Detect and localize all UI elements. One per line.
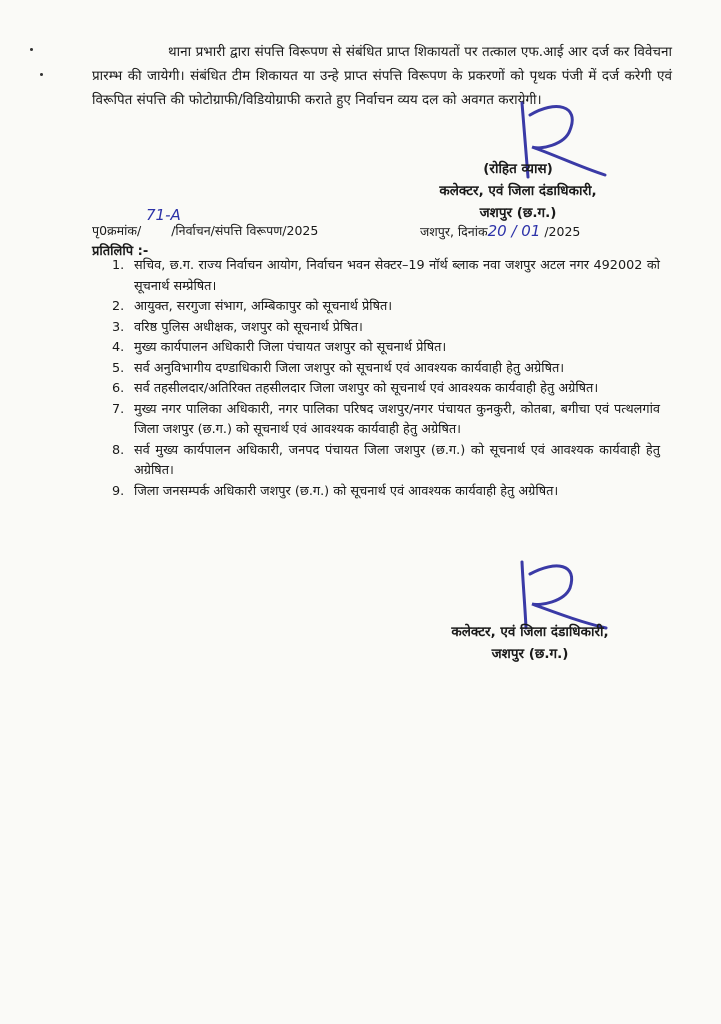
signatory-designation: कलेक्टर, एवं जिला दंडाधिकारी, [439, 183, 597, 199]
list-item-number: 6. [112, 381, 125, 396]
list-item [92, 359, 660, 380]
list-item-number: 4. [112, 340, 125, 355]
list-item [92, 338, 660, 359]
signatory-place: जशपुर (छ.ग.) [491, 646, 569, 662]
list-item-text: आयुक्त, सरगुजा संभाग, अम्बिकापुर को सूचनार्थ प्रेषित। [134, 299, 393, 314]
signature-block [398, 158, 638, 224]
list-item-text: सर्व अनुविभागीय दण्डाधिकारी जिला जशपुर को सूचनार्थ एवं आवश्यक कार्यवाही हेतु अग्रेषित। [134, 360, 565, 376]
handwritten-reference-no: 71-A [146, 206, 181, 224]
list-item [92, 400, 660, 441]
reference-date [420, 222, 580, 240]
list-item-number: 1. [112, 258, 125, 273]
reference-prefix: पृ0क्रमांक/ [92, 223, 142, 238]
list-item-text: जिला जनसम्पर्क अधिकारी जशपुर (छ.ग.) को सूचनार्थ एवं आवश्यक कार्यवाही हेतु अग्रेषित। [134, 483, 559, 499]
list-item [92, 379, 660, 400]
signatory-name: (रोहित व्यास) [483, 161, 553, 177]
list-item-number: 8. [112, 442, 125, 458]
list-item-text: मुख्य कार्यपालन अधिकारी जिला पंचायत जशपुर को सूचनार्थ प्रेषित। [134, 340, 447, 355]
date-label: जशपुर, दिनांक [420, 224, 488, 239]
list-item [92, 318, 660, 339]
list-item-text: सर्व मुख्य कार्यपालन अधिकारी, जनपद पंचायत जिला जशपुर (छ.ग.) को सूचनार्थ एवं आवश्यक कार्यवाही हेतु अग्रेषित। [134, 442, 660, 478]
copy-to-heading: प्रतिलिपि :- [92, 244, 149, 259]
handwritten-date: 20 / 01 [487, 222, 541, 240]
copy-to-list [92, 256, 660, 502]
list-item-number: 3. [112, 319, 125, 335]
list-item-number: 9. [112, 483, 125, 499]
list-item-text: सर्व तहसीलदार/अतिरिक्त तहसीलदार जिला जशपुर को सूचनार्थ एवं आवश्यक कार्यवाही हेतु अग्रेषित। [134, 381, 599, 396]
list-item-text: मुख्य नगर पालिका अधिकारी, नगर पालिका परिषद जशपुर/नगर पंचायत कुनकुरी, कोतबा, बगीचा एवं पत्थलगांव जिला जशपुर (छ.ग.) को सूचनार्थ एवं आवश्यक कार्यवाही हेतु अग्रेषित। [134, 401, 660, 437]
signature-block [420, 621, 640, 665]
punch-mark [40, 73, 43, 76]
list-item-number: 5. [112, 360, 125, 376]
list-item-number: 7. [112, 401, 125, 417]
list-item [92, 441, 660, 482]
reference-subject: /निर्वाचन/संपत्ति विरूपण/2025 [171, 223, 319, 238]
list-item-text: सचिव, छ.ग. राज्य निर्वाचन आयोग, निर्वाचन भवन सेक्टर–19 नॉर्थ ब्लाक नवा जशपुर अटल नगर 492002 को सूचनार्थ सम्प्रेषित। [134, 258, 660, 294]
punch-mark [30, 48, 33, 51]
reference-number [92, 222, 318, 239]
list-item [92, 256, 660, 297]
list-item [92, 297, 660, 318]
list-item [92, 482, 660, 503]
date-year: /2025 [544, 224, 581, 239]
signatory-place: जशपुर (छ.ग.) [479, 205, 557, 221]
body-paragraph-text: थाना प्रभारी द्वारा संपत्ति विरूपण से संबंधित प्राप्त शिकायतों पर तत्काल एफ.आई आर दर्ज कर विवेचना प्रारम्भ की जायेगी। संबंधित टीम शिकायत या उन्हे प्राप्त संपत्ति विरूपण के प्रकरणों को पृथक पंजी में दर्ज करेगी एवं विरूपित संपत्ति की फोटोग्राफी/विडियोग्राफी कराते हुए निर्वाचन व्यय दल को अवगत करायेगी। [92, 44, 672, 108]
list-item-number: 2. [112, 299, 125, 314]
signatory-designation: कलेक्टर, एवं जिला दंडाधिकारी, [451, 624, 609, 640]
list-item-text: वरिष्ठ पुलिस अधीक्षक, जशपुर को सूचनार्थ प्रेषित। [134, 319, 363, 335]
